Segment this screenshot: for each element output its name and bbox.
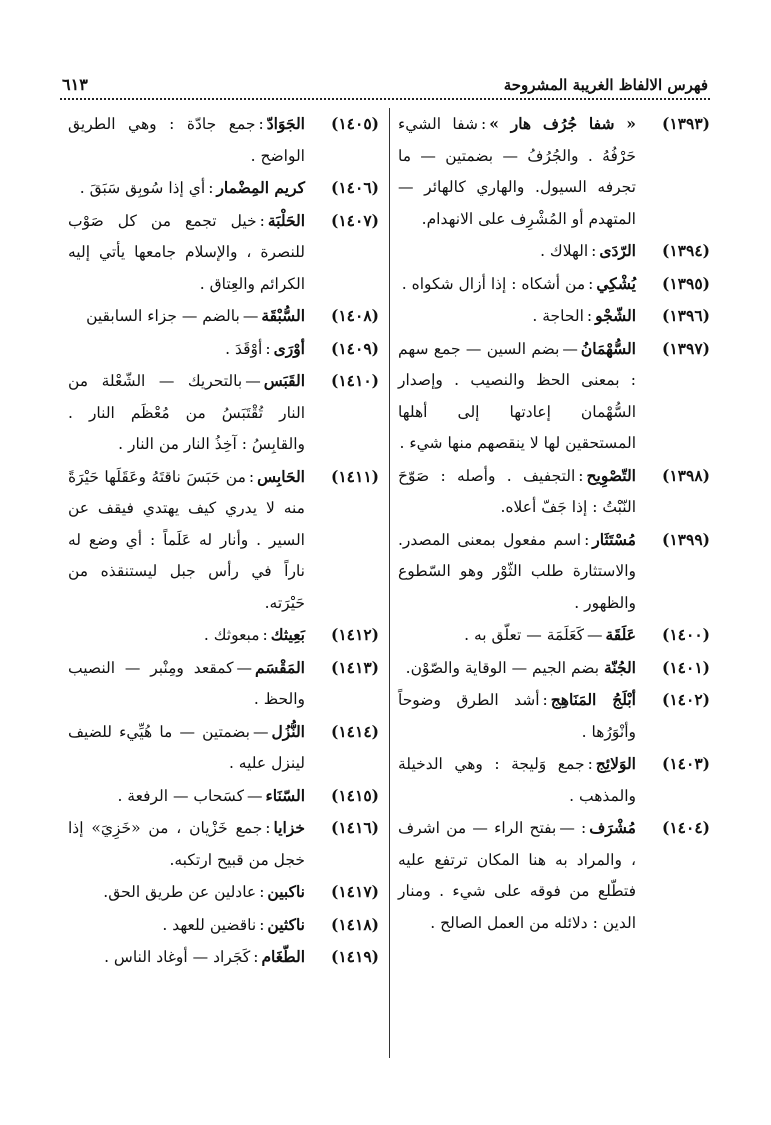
entry-headword: الشّجْو bbox=[595, 306, 636, 325]
left-column bbox=[68, 108, 389, 1058]
entry-separator: : bbox=[586, 307, 593, 325]
entry-separator: : bbox=[578, 466, 584, 485]
entry-headword: السُّبْقَة bbox=[261, 306, 305, 325]
glossary-entry bbox=[398, 812, 710, 939]
entry-separator: : bbox=[259, 883, 265, 901]
entry-definition: مبعوثك . bbox=[203, 626, 260, 644]
entry-number: (١٤١٧) bbox=[331, 882, 379, 901]
entry-separator: : bbox=[258, 115, 264, 133]
entry-separator: — bbox=[246, 786, 263, 805]
entry-definition: اسم مفعول بمعنى المصدر. والاستثارة طلب الثّوْر وهو السّطوع والظهور . bbox=[398, 530, 636, 612]
entry-definition: أي إذا سُوبِق سَبَقَ . bbox=[79, 179, 206, 197]
page-header bbox=[60, 62, 710, 100]
entry-definition: ناقضين للعهد . bbox=[162, 915, 257, 934]
entry-separator: — bbox=[236, 658, 253, 677]
entry-separator: — bbox=[586, 626, 603, 644]
glossary-entry bbox=[68, 652, 379, 716]
glossary-entry bbox=[398, 333, 710, 460]
entry-headword: الجُنّة bbox=[603, 657, 636, 677]
book-page bbox=[60, 62, 710, 1062]
entry-number: (١٣٩٦) bbox=[662, 306, 710, 325]
entry-definition: جمع وَليجة : وهي الدخيلة والمذهب . bbox=[398, 755, 636, 805]
entry-number: (١٣٩٧) bbox=[662, 338, 710, 358]
entry-separator: : bbox=[248, 467, 255, 486]
entry-separator: : bbox=[587, 755, 593, 773]
entry-definition: الهلاك . bbox=[540, 242, 589, 260]
glossary-entry bbox=[68, 365, 379, 461]
entry-separator: : — bbox=[559, 819, 587, 837]
running-title: فهرس الالفاظ الغريبة المشروحة bbox=[503, 76, 708, 94]
entry-definition: بضم السين — جمع سهم : بمعنى الحظ والنصيب . وإصدار السُّهْمان إعادتها إلى أهلها المستحقين لها لا ينقصهم منها شيء . bbox=[398, 339, 636, 452]
entry-definition: من حَبَسَ ناقتَهُ وعَقَلَها حَيْرَةً منه لا يدري كيف يهتدي فيقف عن السير . وأنار له عَلَماً : أي وضع له ناراً في رأس جبل ليستنقذه من حَيْرَته. bbox=[68, 467, 305, 612]
entry-separator: : bbox=[253, 948, 259, 966]
entry-separator: : bbox=[542, 691, 548, 709]
entry-definition: من أشكاه : إذا أزال شكواه . bbox=[401, 274, 586, 293]
two-column-body bbox=[60, 108, 710, 1058]
glossary-entry bbox=[68, 780, 379, 813]
entry-definition: كَعَلَمَة — تعلّق به . bbox=[464, 626, 584, 644]
entry-headword: الوَلائِج bbox=[595, 754, 636, 773]
entry-number: (١٤٠٠) bbox=[662, 625, 710, 644]
glossary-entry bbox=[68, 461, 379, 620]
entry-headword: مُشْرَف bbox=[589, 818, 636, 837]
entry-headword: القَبَس bbox=[263, 371, 305, 390]
glossary-entry bbox=[398, 108, 710, 235]
entry-headword: الرّدَى bbox=[599, 241, 636, 260]
entry-number: (١٤٠٥) bbox=[331, 114, 379, 133]
glossary-entry bbox=[68, 716, 379, 780]
glossary-entry bbox=[398, 652, 710, 685]
entry-separator: : bbox=[591, 242, 597, 260]
entry-definition: بضمتين — ما هُيِّيء للضيف لينزل عليه . bbox=[68, 722, 305, 772]
entry-headword: يُشْكِي bbox=[596, 273, 636, 293]
entry-number: (١٣٩٣) bbox=[662, 114, 710, 133]
glossary-entry bbox=[398, 748, 710, 812]
glossary-entry bbox=[68, 205, 379, 301]
entry-number: (١٤١٨) bbox=[331, 914, 379, 934]
entry-headword: السّنَاء bbox=[265, 785, 305, 805]
entry-number: (١٤١١) bbox=[331, 466, 379, 486]
entry-definition: التجفيف . وأصله : صَوّحَ النّبْتُ : إذا جَفّ أعلاه. bbox=[398, 466, 636, 516]
entry-definition: الحاجة . bbox=[532, 307, 584, 325]
entry-definition: كَجَراد — أوغاد الناس . bbox=[104, 948, 251, 966]
entry-headword: بَعِيثك bbox=[270, 625, 305, 644]
glossary-entry bbox=[68, 333, 379, 366]
entry-number: (١٤٠٤) bbox=[662, 818, 710, 837]
entry-separator: : bbox=[588, 274, 594, 293]
entry-headword: التّصْوِيح bbox=[586, 465, 636, 485]
entry-number: (١٣٩٨) bbox=[662, 465, 710, 485]
entry-headword: المَقْسَم bbox=[255, 657, 305, 677]
entry-number: (١٤١٥) bbox=[331, 785, 379, 805]
entry-number: (١٤٠١) bbox=[662, 657, 710, 677]
entry-number: (١٣٩٩) bbox=[662, 529, 710, 549]
right-entries bbox=[398, 108, 710, 939]
entry-definition: عادلين عن طريق الحق. bbox=[103, 883, 257, 901]
entry-separator: — bbox=[245, 372, 261, 390]
glossary-entry bbox=[398, 684, 710, 748]
entry-separator: : bbox=[259, 211, 265, 230]
entry-definition: بالتحريك — الشّعْلة من النار تُقْتَبَسُ من مُعْظَم النار . والقابِسُ : آخِذُ النار من النار . bbox=[68, 372, 305, 453]
entry-number: (١٣٩٤) bbox=[662, 241, 710, 260]
entry-number: (١٤١٤) bbox=[331, 721, 379, 741]
glossary-entry bbox=[68, 619, 379, 652]
entry-headword: الحَلْبَة bbox=[267, 210, 305, 230]
entry-headword: السُّهْمَانُ bbox=[580, 338, 636, 358]
entry-number: (١٣٩٥) bbox=[662, 273, 710, 293]
entry-headword: ناكثين bbox=[267, 914, 305, 934]
entry-definition: شفا الشيء حَرْفُهُ . والجُرُفُ — بضمتين — ما تجرفه السيول. والهاري كالهائر — المتهدم أو المُشْرِف على الانهدام. bbox=[398, 115, 636, 228]
entry-separator: : bbox=[262, 626, 268, 644]
glossary-entry bbox=[68, 108, 379, 172]
entry-headword: « شفا جُرُف هار » bbox=[489, 114, 636, 133]
glossary-entry bbox=[398, 619, 710, 652]
entry-number: (١٤٠٧) bbox=[331, 210, 379, 230]
entry-headword: الطّغَام bbox=[261, 947, 305, 966]
entry-separator: : bbox=[208, 179, 214, 197]
entry-definition: خيل تجمع من كل صَوْب للنصرة ، والإسلام جامعها يأتي إليه الكرائم والعِتاق . bbox=[68, 211, 305, 293]
entry-number: (١٤١٦) bbox=[331, 818, 379, 837]
glossary-entry bbox=[68, 812, 379, 876]
entry-separator: — bbox=[252, 722, 269, 741]
entry-definition: كمقعد ومِنْبر — النصيب والحظ . bbox=[68, 658, 305, 708]
entry-headword: الجَوَادّ bbox=[266, 114, 305, 133]
entry-number: (١٤٠٢) bbox=[662, 690, 710, 709]
entry-definition: جمع خَزْيان ، من «خَزِيَ» إذا خجل من قبيح ارتكبه. bbox=[68, 819, 305, 869]
entry-separator: : bbox=[259, 915, 265, 934]
entry-headword: عَلَقَة bbox=[605, 625, 636, 644]
entry-definition: أوْقَدَ . bbox=[225, 339, 263, 358]
glossary-entry bbox=[398, 460, 710, 524]
entry-headword: كريم المِضْمار bbox=[216, 178, 305, 197]
entry-number: (١٤٠٩) bbox=[331, 338, 379, 358]
entry-number: (١٤١٢) bbox=[331, 625, 379, 644]
entry-number: (١٤٠٨) bbox=[331, 306, 379, 325]
glossary-entry bbox=[68, 172, 379, 205]
right-column bbox=[389, 108, 710, 1058]
entry-number: (١٤٠٣) bbox=[662, 754, 710, 773]
entry-headword: أبْلَجُ المَنَاهِج bbox=[550, 690, 636, 709]
left-entries bbox=[68, 108, 379, 974]
glossary-entry bbox=[68, 941, 379, 974]
entry-number: (١٤١٣) bbox=[331, 657, 379, 677]
entry-separator: — bbox=[562, 339, 578, 358]
glossary-entry bbox=[68, 876, 379, 909]
entry-headword: مُسْتَثَار bbox=[592, 529, 636, 549]
entry-headword: النُّزُل bbox=[271, 721, 305, 741]
entry-separator: : bbox=[265, 819, 271, 837]
entry-separator: — bbox=[242, 307, 259, 325]
entry-separator: : bbox=[265, 339, 271, 358]
glossary-entry bbox=[398, 268, 710, 301]
entry-headword: أوْرَى bbox=[273, 338, 305, 358]
glossary-entry bbox=[68, 909, 379, 942]
entry-definition: كسَحاب — الرفعة . bbox=[117, 786, 244, 805]
page-number: ٦١٣ bbox=[62, 75, 88, 94]
glossary-entry bbox=[398, 300, 710, 333]
entry-definition: بضم الجيم — الوقاية والصّوْن. bbox=[405, 658, 600, 677]
entry-number: (١٤١٩) bbox=[331, 947, 379, 966]
glossary-entry bbox=[398, 235, 710, 268]
entry-headword: الحَابِس bbox=[257, 466, 305, 486]
entry-definition: جمع جادّة : وهي الطريق الواضح . bbox=[68, 115, 305, 165]
entry-separator: : bbox=[584, 530, 590, 549]
glossary-entry bbox=[398, 524, 710, 620]
entry-definition: بالضم — جزاء السابقين bbox=[86, 307, 240, 325]
entry-headword: ناكبين bbox=[267, 882, 305, 901]
entry-headword: خزايا bbox=[273, 818, 305, 837]
glossary-entry bbox=[68, 300, 379, 333]
entry-number: (١٤١٠) bbox=[331, 371, 379, 390]
entry-number: (١٤٠٦) bbox=[331, 178, 379, 197]
entry-separator: : bbox=[480, 115, 487, 133]
entry-definition: بفتح الراء — من اشرف ، والمراد به هنا المكان ترتفع عليه فتطّلع من فوقه على شيء . ومنار الدين : دلائله من العمل الصالح . bbox=[398, 819, 636, 932]
entry-definition: أشد الطرق وضوحاً وأنْوَرُها . bbox=[398, 691, 636, 741]
